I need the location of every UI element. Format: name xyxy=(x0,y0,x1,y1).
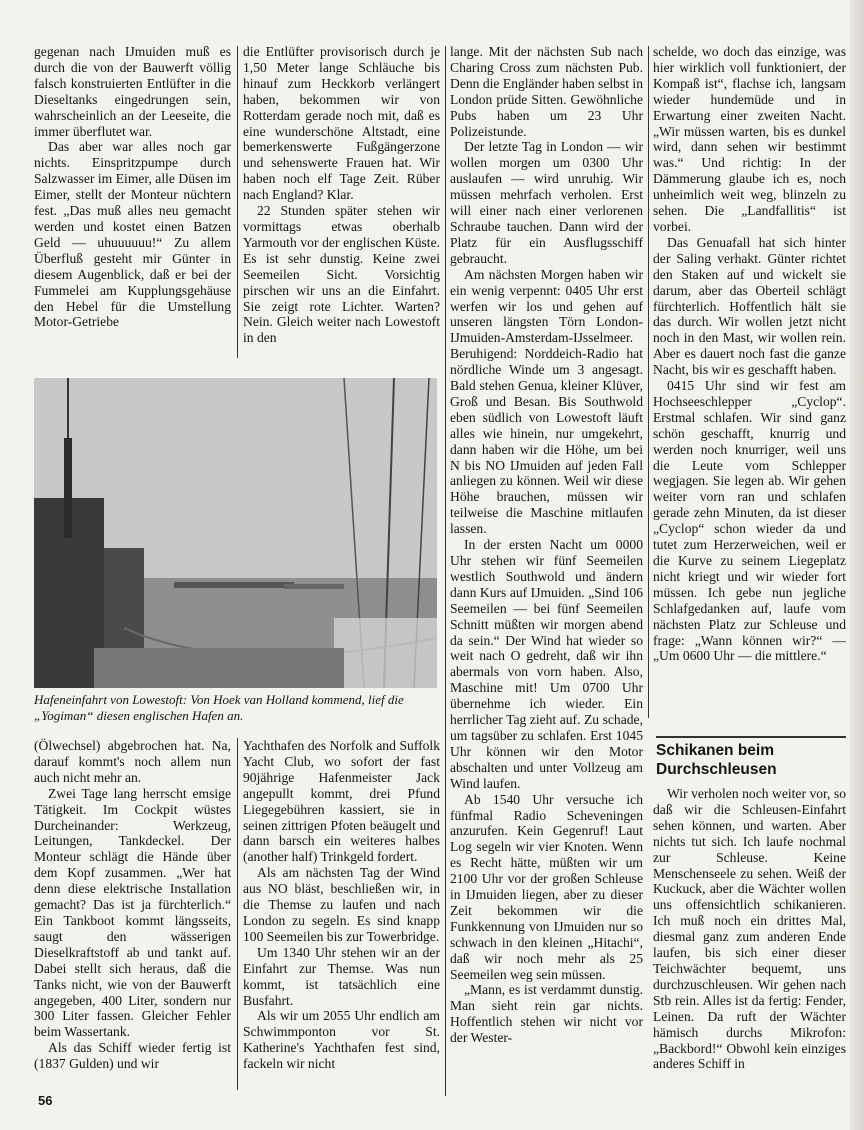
column-rule xyxy=(648,46,649,718)
paragraph: Um 1340 Uhr stehen wir an der Einfahrt zur Themse. Was nun kommt, ist tatsächlich eine Busfahrt. xyxy=(243,944,440,1008)
paragraph: lange. Mit der nächsten Sub nach Charing Cross zum nächsten Pub. Denn die Engländer haben selbst in London prüde Sitten. Gewöhnliche Pubs haben um 23 Uhr Polizeistunde. xyxy=(450,44,643,139)
paragraph: Das Genuafall hat sich hinter der Saling verhakt. Günter richtet den Staken auf und wickelt sie darum, aber das Oberteil schlägt fürchterlich. Hoffentlich hält sie das durch. Wir wollen jetzt nicht noch in den Mast, wir wollen rein. Aber es dauert noch fast die ganze Nacht, bis wir es geschafft haben. xyxy=(653,234,846,378)
paragraph: schelde, wo doch das einzige, was hier wirklich voll funktioniert, der Kompaß ist“, flachse ich, langsam wieder hundemüde und in Erwartung einer zweiten Nacht. „Wir müssen warten, bis es dunkel wird, dann sehen wir bestimmt was.“ Und richtig: In der Dämmerung glaube ich es, noch unheimlich weit weg, blinzeln zu sehen. Die „Landfallitis“ ist vorbei. xyxy=(653,44,846,234)
paragraph: Als das Schiff wieder fertig ist (1837 Gulden) und wir xyxy=(34,1040,231,1072)
paragraph: gegenan nach IJmuiden muß es durch die von der Bauwerft völlig falsch konstruierten Entlüfter in die Dieseltanks eingedrungen sein, wahrscheinlich an der Leeseite, die immer überflutet war. xyxy=(34,44,231,139)
column-2-bottom xyxy=(243,738,440,1090)
paragraph: Wir verholen noch weiter vor, so daß wir die Schleusen-Einfahrt sehen können, und warten. Aber nichts tut sich. Ich laufe nochmal zur Schleuse. Keine Menschenseele zu sehen. Weiß der Kuckuck, aber die Wächter wollen uns offensichtlich schikanieren. Ich muß noch ein drittes Mal, diesmal ganz zum anderen Ende laufen, bis sich einer dieser Teichwächter bequemt, uns durchzuschleusen. Wir gehen nach Stb rein. Alles ist da fertig: Fender, Leinen. Da ruft der Wächter hämisch durchs Mikrofon: „Backbord!“ Obwohl kein einziges anderes Schiff in xyxy=(653,786,846,1072)
column-1-bottom xyxy=(34,738,231,1090)
paragraph: Am nächsten Morgen haben wir ein wenig verpennt: 0405 Uhr erst werfen wir los und gehen auf unseren längsten Törn London-IJmuiden-Amsterdam-IJsselmeer. Beruhigend: Norddeich-Radio hat nördliche Winde um 3 angesagt. Bald stehen Genua, kleiner Klüver, Groß und Besan. Bis Southwold eben südlich von Lowestoft läuft alles wie hinein, nur umgekehrt, dann haben wir die Höhe, um bei N bis NO IJmuiden auf jeden Fall anliegen zu können. Weil wir diese Höhe brauchen, müssen wir teilweise die Maschine mitlaufen lassen. xyxy=(450,266,643,537)
column-4-top xyxy=(653,44,846,720)
paragraph: 22 Stunden später stehen wir vormittags etwas oberhalb Yarmouth vor der englischen Küste. Es ist sehr dunstig. Keine zwei Seemeilen Sicht. Vorsichtig pirschen wir uns an die Einfahrt. Sie zeigt rote Lichter. Warten? Nein. Gleich weiter nach Lowestoft in den xyxy=(243,203,440,346)
paragraph: Yachthafen des Norfolk and Suffolk Yacht Club, wo sofort der fast 90jährige Hafenmeister Jack angepullt kommt, drei Pfund Liegegebühren kassiert, sie in seinen zittrigen Pfoten beäugelt und dann barsch ein weiteres halbes (another half) Trinkgeld fordert. xyxy=(243,738,440,865)
column-rule xyxy=(237,46,238,358)
column-1-top xyxy=(34,44,231,362)
paragraph: Ab 1540 Uhr versuche ich fünfmal Radio Scheveningen anzurufen. Kein Gegenruf! Laut Log segeln wir vier Knoten. Wenn es Recht hätte, müßten wir um 2100 Uhr vor der großen Schleuse in IJmuiden liegen, aber zu dieser Zeit bekommen wir die Funkkennung von IJmuiden nur so schwach in den kleinen „Hitachi“, daß wir noch mehr als 25 Seemeilen weg sein müssen. xyxy=(450,791,643,982)
paragraph: „Mann, es ist verdammt dunstig. Man sieht rein gar nichts. Hoffentlich stehen wir nicht vor der Wester- xyxy=(450,982,643,1046)
column-2-top xyxy=(243,44,440,362)
paragraph: 0415 Uhr sind wir fest am Hochseeschlepper „Cyclop“. Erstmal schlafen. Wir sind ganz schön geschafft, knurrig und werden noch knurriger, weil uns die Leute vom Schlepper wegjagen. Sie legen ab. Wir gehen weiter vorn ran und schlafen gerade zehn Minuten, da ist dieser „Cyclop“ schon wieder da und tutet zum Herzerweichen, weil er die Kurve zu seinem Liegeplatz nicht kriegt und wir wieder fort müssen. Ich gebe nun jegliche Schlafgedanken auf, laufe vom nächsten Platz zur Schleuse und frage: „Wann können wir?“ — „Um 0600 Uhr — die mittlere.“ xyxy=(653,378,846,664)
paragraph: Das aber war alles noch gar nichts. Einspritzpumpe durch Salzwasser im Eimer, alle Düsen im Eimer, stellt der Monteur nüchtern fest. „Das muß alles neu gemacht werden und kostet einen Batzen Geld — uhuuuuuu!“ Zu allem Überfluß gesteht mir Günter in diesem Augenblick, daß er bei der Fummelei am Kupplungsgehäuse den Hebel für die Umstellung Motor-Getriebe xyxy=(34,139,231,330)
paragraph: Als wir um 2055 Uhr endlich am Schwimmponton vor St. Katherine's Yachthafen fest sind, fackeln wir nicht xyxy=(243,1008,440,1072)
subhead-rule xyxy=(656,736,846,738)
paragraph: (Ölwechsel) abgebrochen hat. Na, darauf kommt's noch allem nun auch nicht mehr an. xyxy=(34,738,231,785)
paragraph: Als am nächsten Tag der Wind aus NO bläst, beschließen wir, in die Themse zu laufen und nach London zu segeln. Es sind knapp 100 Seemeilen bis zur Towerbridge. xyxy=(243,865,440,944)
paragraph: die Entlüfter provisorisch durch je 1,50 Meter lange Schläuche bis hinauf zum Heckkorb verlängert haben, bekommen wir von Rotterdam gerade noch mit, daß es eine wunderschöne Altstadt, eine bemerkenswerte Fußgängerzone und sehenswerte Frauen hat. Wir haben noch elf Tage Zeit. Rüber nach England? Klar. xyxy=(243,44,440,203)
column-rule xyxy=(237,738,238,1090)
page-edge xyxy=(850,0,864,1130)
section-subheading: Schikanen beim Durchschleusen xyxy=(656,742,777,778)
column-4-bottom xyxy=(653,786,846,1092)
paragraph: Zwei Tage lang herrscht emsige Tätigkeit. Im Cockpit wüstes Durcheinander: Werkzeug, Leitungen, Tankdeckel. Der Monteur schlägt die Hände über dem Kopf zusammen. „Wer hat denn diese elektrische Installation gemacht? Das ist ja fürchterlich.“ Ein Tankboot kommt längsseits, saugt den wässerigen Dieselkraftstoff ab und tankt auf. Dabei stellt sich heraus, daß die Tanks nicht, wie von der Bauwerft angegeben, 400 Liter, sondern nur 300 Liter fassen. Gleicher Fehler beim Wassertank. xyxy=(34,785,231,1040)
paragraph: Der letzte Tag in London — wir wollen morgen um 0300 Uhr auslaufen — wird unruhig. Wir müssen mehrfach verholen. Erst will einer nach einer verlorenen Schraube tauchen. Dann wird der Platz für ein Ausflugsschiff gebraucht. xyxy=(450,139,643,266)
photo-caption: Hafeneinfahrt von Lowestoft: Von Hoek van Holland kommend, lief die „Yogiman“ diesen englischen Hafen an. xyxy=(34,692,404,723)
paragraph: In der ersten Nacht um 0000 Uhr stehen wir fünf Seemeilen westlich Southwold und ändern dann Kurs auf IJmuiden. „Sind 106 Seemeilen — bei fünf Seemeilen Schnitt müßten wir morgen abend da sein.“ Der Wind hat wieder so weit nach O gedreht, daß wir ihn abermals von vorn haben. Also, Maschine mit! Um 0700 Uhr übernehme ich wieder. Ein herrlicher Tag zieht auf. Zu schade, um tagsüber zu schlafen. Erst 1045 Uhr können wir den Motor abschalten und unter Vollzeug am Wind laufen. xyxy=(450,537,643,791)
column-rule xyxy=(445,46,446,1096)
harbour-photo xyxy=(34,378,437,688)
harbour-photo-drawing xyxy=(34,378,437,688)
page-number: 56 xyxy=(38,1093,53,1108)
column-3 xyxy=(450,44,643,1092)
